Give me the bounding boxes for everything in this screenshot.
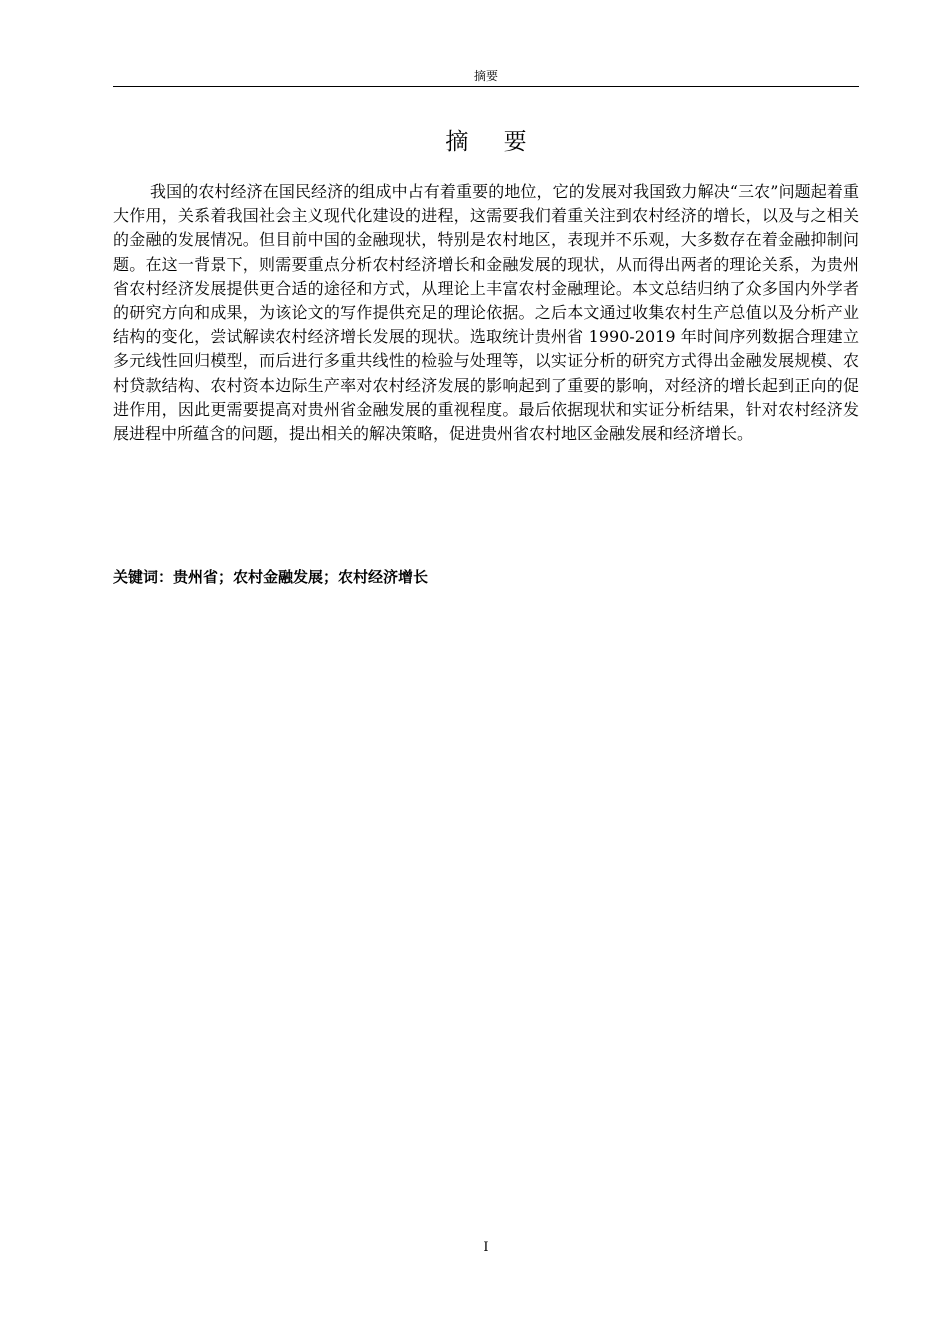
page-number: I bbox=[483, 1240, 489, 1255]
abstract-title: 摘 要 bbox=[445, 129, 541, 155]
keywords-line: 关键词：贵州省；农村金融发展；农村经济增长 bbox=[113, 568, 429, 586]
running-title: 摘要 bbox=[473, 69, 498, 83]
abstract-body: 我国的农村经济在国民经济的组成中占有着重要的地位，它的发展对我国致力解决“三农”问题起着重大作用，关系着我国社会主义现代化建设的进程，这需要我们着重关注到农村经济的增长，以及与之相关的金融的发展情况。但目前中国的金融现状，特别是农村地区，表现并不乐观，大多数存在着金融抑制问题。在这一背景下，则需要重点分析农村经济增长和金融发展的现状，从而得出两者的理论关系，为贵州省农村经济发展提供更合适的途径和方式，从理论上丰富农村金融理论。本文总结归纳了众多国内外学者的研究方向和成果，为该论文的写作提供充足的理论依据。之后本文通过收集农村生产总值以及分析产业结构的变化，尝试解读农村经济增长发展的现状。选取统计贵州省 1990-2019 年时间序列数据合理建立多元线性回归模型，而后进行多重共线性的检验与处理等，以实证分析的研究方式得出金融发展规模、农村贷款结构、农村资本边际生产率对农村经济发展的影响起到了重要的影响，对经济的增长起到正向的促进作用，因此更需要提高对贵州省金融发展的重视程度。最后依据现状和实证分析结果，针对农村经济发展进程中所蕴含的问题，提出相关的解决策略，促进贵州省农村地区金融发展和经济增长。 bbox=[113, 182, 859, 444]
page-header bbox=[113, 68, 859, 87]
